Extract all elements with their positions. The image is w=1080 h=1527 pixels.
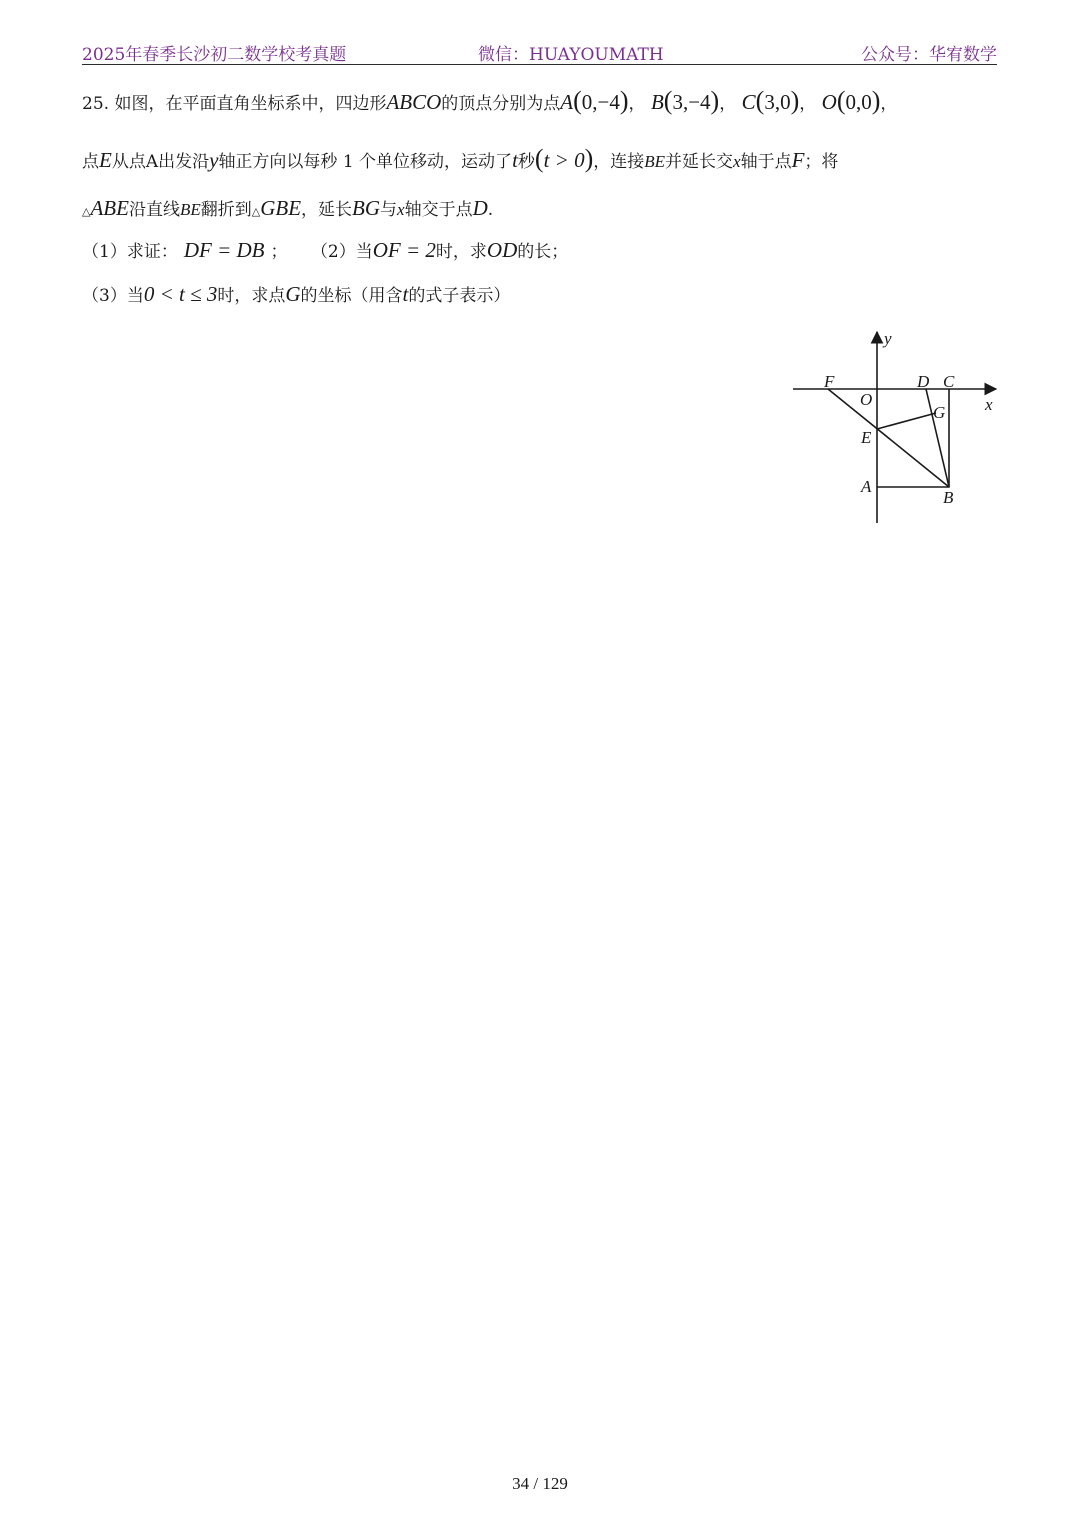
text-and: 与 bbox=[380, 200, 398, 220]
label-g: G bbox=[933, 403, 946, 422]
problem-intro: 如图，在平面直角坐标系中，四边形 bbox=[114, 94, 387, 114]
text-connect: ，连接 bbox=[593, 152, 645, 172]
q1-expr: DF = DB bbox=[183, 238, 265, 262]
q3-expr: 0 < t ≤ 3 bbox=[143, 282, 218, 306]
q3-mid: 时，求点 bbox=[217, 286, 286, 306]
text-move: 轴正方向以每秒 1 个单位移动，运动了 bbox=[218, 152, 513, 172]
q2-label: （2）当 bbox=[310, 242, 373, 262]
label-o: O bbox=[860, 390, 873, 409]
quad-name: ABCO bbox=[386, 90, 442, 114]
label-y: y bbox=[884, 329, 892, 348]
point-o: O bbox=[821, 90, 837, 114]
axis-y: y bbox=[209, 148, 219, 172]
segment-eg bbox=[877, 413, 936, 429]
point-a: A bbox=[560, 90, 574, 114]
triangle-icon: △ bbox=[82, 205, 91, 218]
segment-be: BE bbox=[644, 152, 666, 171]
text-period: . bbox=[487, 200, 494, 220]
triangle-abe: ABE bbox=[90, 196, 129, 220]
vertices-text: 的顶点分别为点 bbox=[441, 94, 561, 114]
axis-x-2: x bbox=[397, 200, 405, 219]
label-x: x bbox=[985, 395, 993, 414]
question-3 bbox=[82, 284, 510, 305]
text-intersect: 轴交于点 bbox=[404, 200, 473, 220]
text-fold-to: 翻折到 bbox=[200, 200, 252, 220]
point-e: E bbox=[99, 148, 112, 172]
coord-a: 0,−4 bbox=[581, 90, 620, 114]
label-c: C bbox=[943, 372, 955, 391]
point-c: C bbox=[741, 90, 756, 114]
label-e: E bbox=[861, 428, 872, 447]
q3-end-2: 的式子表示） bbox=[408, 286, 511, 306]
header-title: 2025年春季长沙初二数学校考真题 bbox=[82, 45, 347, 65]
q3-label: （3）当 bbox=[82, 286, 144, 306]
point-d: D bbox=[472, 196, 488, 220]
q3-end-1: 的坐标（用含 bbox=[300, 286, 403, 306]
segment-bg: BG bbox=[352, 196, 381, 220]
q1-end: ； bbox=[270, 242, 288, 262]
var-t-2: t bbox=[402, 282, 409, 306]
coord-o: 0,0 bbox=[845, 90, 872, 114]
cond-t: t > 0 bbox=[543, 148, 585, 172]
label-b: B bbox=[943, 488, 954, 507]
problem-number: 25. bbox=[82, 94, 110, 114]
problem-line-1: 25. 如图，在平面直角坐标系中，四边形ABCO的顶点分别为点A(0,−4)， B(3,−4)， C(3,0)， O(0,0)， bbox=[82, 86, 898, 115]
triangle-gbe: GBE bbox=[260, 196, 302, 220]
text-axis-point: 轴于点 bbox=[740, 152, 792, 172]
label-f: F bbox=[824, 372, 835, 391]
segment-be-2: BE bbox=[179, 200, 201, 219]
text-fold: ；将 bbox=[804, 152, 839, 172]
axis-x: x bbox=[733, 152, 741, 171]
page-header bbox=[82, 36, 997, 65]
coord-b: 3,−4 bbox=[672, 90, 711, 114]
q1-label: （1）求证： bbox=[82, 242, 178, 262]
text-extend: 并延长交 bbox=[665, 152, 734, 172]
text-dian: 点 bbox=[82, 152, 99, 172]
point-f: F bbox=[791, 148, 805, 172]
label-a: A bbox=[861, 477, 872, 496]
line-fb bbox=[828, 389, 949, 487]
point-g: G bbox=[285, 282, 301, 306]
question-1-2 bbox=[82, 240, 568, 261]
text-extend-2: ，延长 bbox=[301, 200, 353, 220]
triangle-icon-2: △ bbox=[251, 205, 261, 218]
page-number: 34 / 129 bbox=[512, 1474, 568, 1493]
q2-end: 的长； bbox=[517, 242, 569, 262]
point-b: B bbox=[650, 90, 664, 114]
header-wechat: 微信：HUAYOUMATH bbox=[478, 45, 664, 65]
text-along: 沿直线 bbox=[128, 200, 180, 220]
geometry-figure bbox=[790, 328, 1005, 528]
text-seconds: 秒 bbox=[517, 152, 535, 172]
q2-mid: 时，求 bbox=[435, 242, 487, 262]
problem-line-3 bbox=[82, 198, 493, 219]
text-from-a: 从点A出发沿 bbox=[111, 152, 210, 172]
coord-c: 3,0 bbox=[764, 90, 791, 114]
problem-line-2: 点E从点A出发沿y轴正方向以每秒 1 个单位移动，运动了t秒(t > 0)，连接BE并延长交x轴于点F；将 bbox=[82, 144, 839, 173]
header-account: 公众号：华宥数学 bbox=[861, 45, 997, 65]
q2-expr: OF = 2 bbox=[372, 238, 436, 262]
label-d: D bbox=[917, 372, 930, 391]
q2-seg: OD bbox=[486, 238, 518, 262]
var-t: t bbox=[512, 148, 518, 172]
